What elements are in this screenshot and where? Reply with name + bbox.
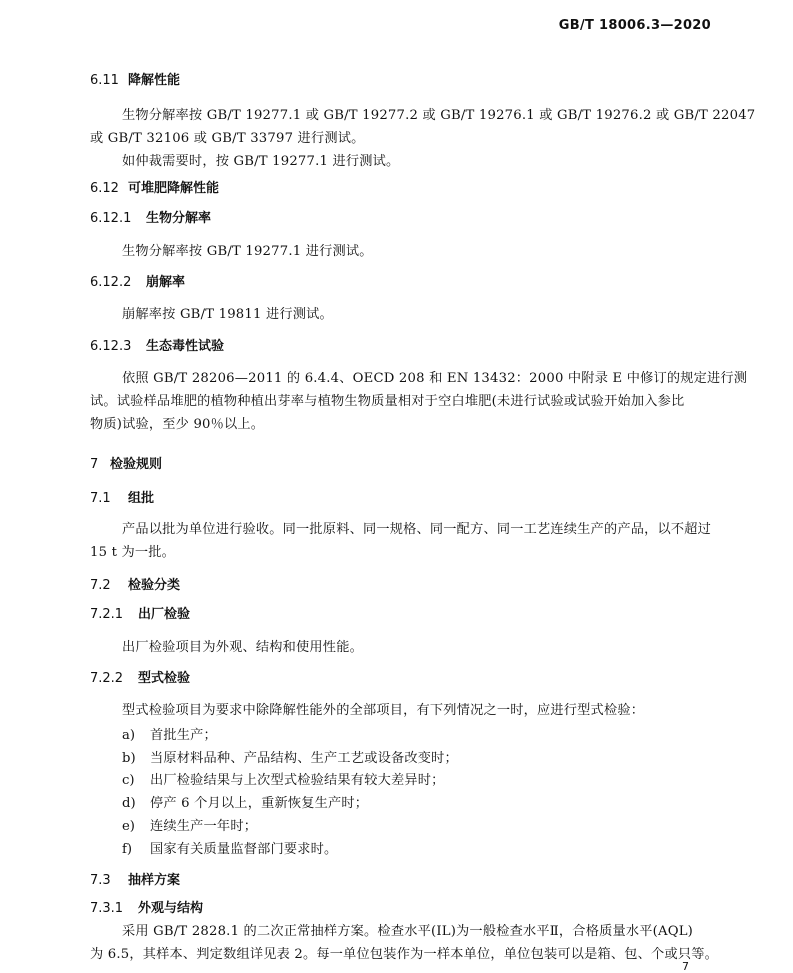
paragraph-line: 出厂检验项目为外观、结构和使用性能。 <box>122 640 363 655</box>
section-number: 7.2.1 <box>90 607 124 622</box>
paragraph-line: 型式检验项目为要求中除降解性能外的全部项目，有下列情况之一时，应进行型式检验： <box>122 703 645 718</box>
section-title: 外观与结构 <box>138 901 204 916</box>
list-item-letter: b) <box>122 751 136 766</box>
section-number: 7.3 <box>90 873 111 888</box>
section-title: 组批 <box>128 491 155 506</box>
paragraph-line: 试。试验样品堆肥的植物种植出芽率与植物生物质量相对于空白堆肥(未进行试验或试验开始加入参比 <box>90 394 685 409</box>
section-title: 崩解率 <box>146 275 186 290</box>
paragraph-line: 为 6.5，其样本、判定数组详见表 2。每一单位包装作为一样本单位，单位包装可以是箱、包、个或只等。 <box>90 947 718 962</box>
section-number: 6.12.2 <box>90 275 132 290</box>
list-item-letter: d) <box>122 796 136 811</box>
list-item-letter: a) <box>122 728 136 743</box>
list-item-text: 出厂检验结果与上次型式检验结果有较大差异时； <box>150 773 445 788</box>
paragraph-line: 或 GB/T 32106 或 GB/T 33797 进行测试。 <box>90 131 365 146</box>
section-number: 6.11 <box>90 73 119 88</box>
section-title: 生物分解率 <box>146 211 212 226</box>
section-title: 出厂检验 <box>138 607 191 622</box>
section-number: 6.12.3 <box>90 339 132 354</box>
paragraph-line: 产品以批为单位进行验收。同一批原料、同一规格、同一配方、同一工艺连续生产的产品，以不超过 <box>122 522 712 537</box>
section-number: 6.12 <box>90 181 119 196</box>
standard-code-header: GB/T 18006.3—2020 <box>558 18 711 33</box>
list-item-text: 国家有关质量监督部门要求时。 <box>150 842 338 857</box>
paragraph-line: 物质)试验，至少 90％以上。 <box>90 417 265 432</box>
paragraph-line: 15 t 为一批。 <box>90 545 176 560</box>
list-item-text: 连续生产一年时； <box>150 819 258 834</box>
paragraph-line: 如仲裁需要时，按 GB/T 19277.1 进行测试。 <box>122 154 400 169</box>
paragraph-line: 生物分解率按 GB/T 19277.1 进行测试。 <box>122 244 373 259</box>
section-number: 7 <box>90 457 99 472</box>
list-item-text: 首批生产； <box>150 728 217 743</box>
section-number: 7.2 <box>90 578 111 593</box>
section-title: 检验规则 <box>110 457 163 472</box>
paragraph-line: 采用 GB/T 2828.1 的二次正常抽样方案。检查水平(IL)为一般检查水平Ⅱ，合格质量水平(AQL) <box>122 924 694 939</box>
section-number: 6.12.1 <box>90 211 132 226</box>
list-item-letter: e) <box>122 819 135 834</box>
page-number: 7 <box>682 960 689 973</box>
section-title: 降解性能 <box>128 73 181 88</box>
section-title: 型式检验 <box>138 671 191 686</box>
paragraph-line: 生物分解率按 GB/T 19277.1 或 GB/T 19277.2 或 GB/T 19276.1 或 GB/T 19276.2 或 GB/T 22047 <box>122 108 756 123</box>
list-item-letter: c) <box>122 773 135 788</box>
section-number: 7.1 <box>90 491 111 506</box>
list-item-text: 当原材料品种、产品结构、生产工艺或设备改变时； <box>150 751 458 766</box>
list-item-letter: f) <box>122 842 133 857</box>
paragraph-line: 依照 GB/T 28206—2011 的 6.4.4、OECD 208 和 EN 13432：2000 中附录 E 中修订的规定进行测 <box>122 371 748 386</box>
section-number: 7.3.1 <box>90 901 124 916</box>
section-number: 7.2.2 <box>90 671 124 686</box>
section-title: 检验分类 <box>128 578 181 593</box>
section-title: 抽样方案 <box>128 873 181 888</box>
paragraph-line: 崩解率按 GB/T 19811 进行测试。 <box>122 307 333 322</box>
list-item-text: 停产 6 个月以上，重新恢复生产时； <box>150 796 369 811</box>
section-title: 生态毒性试验 <box>146 339 225 354</box>
section-title: 可堆肥降解性能 <box>128 181 220 196</box>
